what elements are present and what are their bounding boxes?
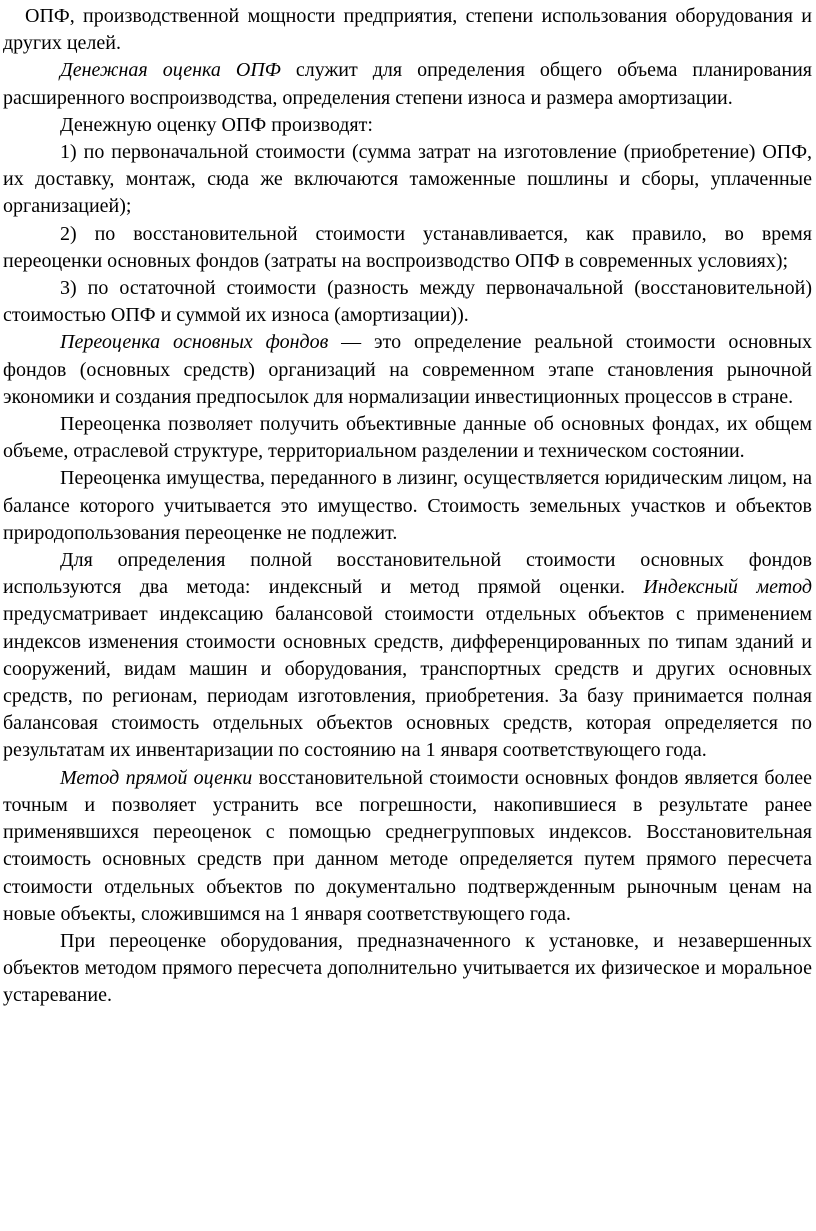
paragraph-leasing <box>3 465 812 547</box>
paragraph-text: Денежную оценку ОПФ производят: <box>60 113 373 136</box>
paragraph-text: Переоценка имущества, переданного в лизинг, осуществляется юридическим лицом, на балансе которого учитывается это имущество. Стоимость земельных участков и объектов природопользования переоценке не подлежит. <box>3 467 812 544</box>
paragraph-text: служит для определения общего объема планирования расширенного воспроизводства, определения степени износа и размера амортизации. <box>3 59 812 109</box>
paragraph-revaluation-definition <box>3 329 812 411</box>
paragraph-text: восстановительной стоимости основных фондов является более точным и позволяет устранить все погрешности, накопившиеся в результате ранее применявшихся переоценок с помощью среднегрупповых индексов. Восстановительная стоимость основных средств при данном методе определяется путем прямого пересчета стоимости отдельных объектов по документально подтвержденным рыночным ценам на новые объекты, сложившимся на 1 января соответствующего года. <box>3 766 812 925</box>
list-item-replacement-cost <box>3 221 812 275</box>
term-index-method: Индексный метод <box>643 576 812 599</box>
term-revaluation: Переоценка основных фондов <box>60 331 329 354</box>
paragraph-text: При переоценке оборудования, предназначенного к установке, и незавершенных объектов методом прямого пересчета дополнительно учитывается их физическое и моральное устаревание. <box>3 929 812 1007</box>
term-monetary-valuation: Денежная оценка ОПФ <box>60 59 281 82</box>
term-direct-method: Метод прямой оценки <box>60 766 253 789</box>
paragraph-monetary-valuation <box>3 57 812 111</box>
paragraph-continuation <box>3 3 812 57</box>
paragraph-text: — это определение реальной стоимости основных фондов (основных средств) организаций на современном этапе становления рыночной экономики и создания предпосылок для нормализации инвестиционных процессов в стране. <box>3 331 812 408</box>
paragraph-index-method <box>3 547 812 765</box>
paragraph-text: ОПФ, производственной мощности предприятия, степени использования оборудования и других целей. <box>3 5 812 55</box>
paragraph-direct-method <box>3 765 812 928</box>
list-item-residual-cost <box>3 275 812 329</box>
paragraph-text: Переоценка позволяет получить объективные данные об основных фондах, их общем объеме, отраслевой структуре, территориальном разделении и техническом состоянии. <box>3 413 812 463</box>
list-item-text: 1) по первоначальной стоимости (сумма затрат на изготовление (приобретение) ОПФ, их доставку, монтаж, сюда же включаются таможенные пошлины и сборы, уплаченные организацией); <box>3 141 812 218</box>
list-item-text: 3) по остаточной стоимости (разность между первоначальной (восстановительной) стоимостью ОПФ и суммой их износа (амортизации)). <box>3 277 812 327</box>
paragraph-equipment-revaluation <box>3 928 812 1010</box>
paragraph-revaluation-purpose <box>3 411 812 465</box>
paragraph-valuation-intro <box>3 112 812 139</box>
list-item-text: 2) по восстановительной стоимости устанавливается, как правило, во время переоценки основных фондов (затраты на воспроизводство ОПФ в современных условиях); <box>3 222 812 272</box>
paragraph-text: Для определения полной восстановительной стоимости основных фондов используются два метода: индексный и метод прямой оценки. <box>3 549 812 599</box>
list-item-initial-cost <box>3 139 812 221</box>
paragraph-text: предусматривает индексацию балансовой стоимости отдельных объектов с применением индексов изменения стоимости основных средств, дифференцированных по типам зданий и сооружений, видам машин и оборудования, транспортных средств и других основных средств, по регионам, периодам изготовления, приобретения. За базу принимается полная балансовая стоимость отдельных объектов основных средств, которая определяется по результатам их инвентаризации по состоянию на 1 января соответствующего года. <box>3 603 812 762</box>
